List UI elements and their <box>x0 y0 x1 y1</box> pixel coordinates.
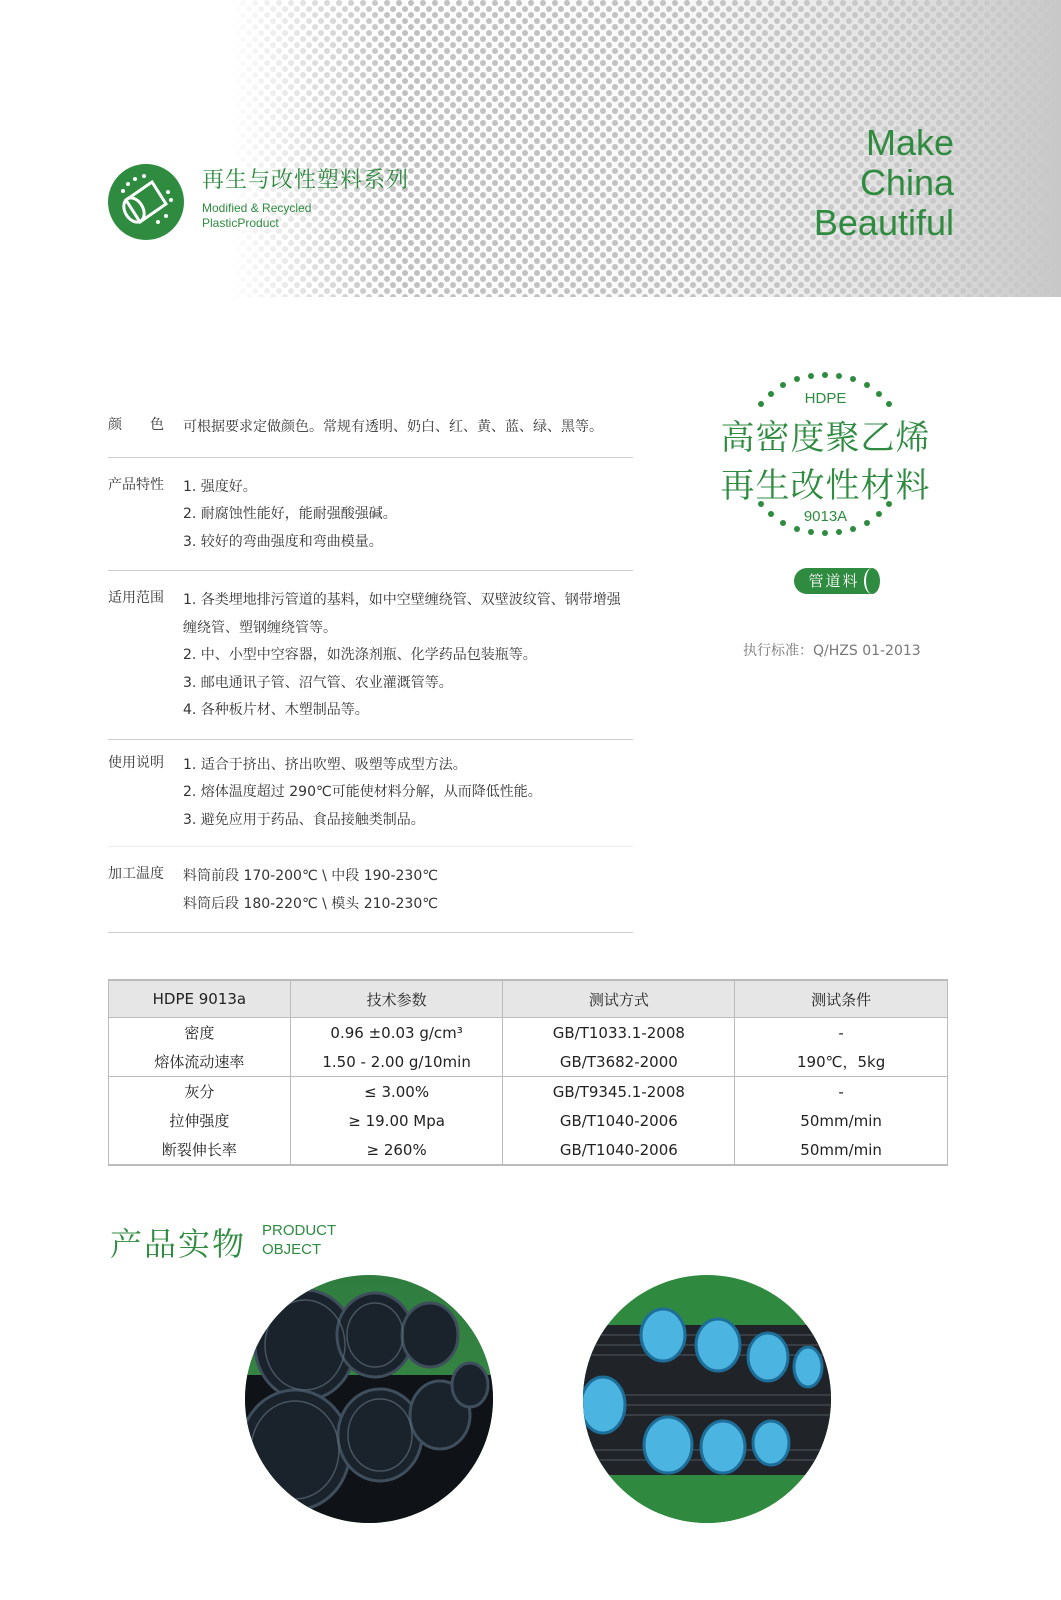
table-header: 技术参数 <box>290 980 503 1018</box>
spec-line: 1. 强度好。 <box>183 478 257 495</box>
pipe-grade-tag: 管道料 <box>794 568 874 594</box>
spec-line: 1. 适合于挤出、挤出吹塑、吸塑等成型方法。 <box>183 756 467 773</box>
products-title-cn: 产品实物 <box>110 1225 247 1263</box>
table-cell: GB/T9345.1-2008 <box>503 1077 735 1107</box>
badge-title-line2: 再生改性材料 <box>720 466 931 506</box>
table-header: 测试条件 <box>735 980 948 1018</box>
table-cell: - <box>735 1077 948 1107</box>
black-corrugated-pipes-photo <box>245 1275 493 1523</box>
table-cell: GB/T3682-2000 <box>503 1047 735 1077</box>
series-title-cn: 再生与改性塑料系列 <box>202 168 410 193</box>
execution-standard: 执行标准：Q/HZS 01-2013 <box>743 643 921 659</box>
series-en-line2: PlasticProduct <box>202 216 279 230</box>
spec-line: 1. 各类埋地排污管道的基料，如中空壁缠绕管、双壁波纹管、钢带增强 <box>183 592 621 608</box>
slogan-line-2: China <box>859 162 954 203</box>
spec-line: 3. 邮电通讯子管、沼气管、农业灌溉管等。 <box>183 674 453 691</box>
spec-scope <box>108 571 633 740</box>
spec-line: 3. 较好的弯曲强度和弯曲模量。 <box>183 533 383 550</box>
table-cell: ≥ 19.00 Mpa <box>290 1106 503 1135</box>
table-header: 测试方式 <box>503 980 735 1018</box>
table-cell: 50mm/min <box>735 1135 948 1165</box>
spec-line: 缠绕管、塑钢缠绕管等。 <box>183 619 337 636</box>
table-cell: 拉伸强度 <box>109 1106 291 1135</box>
table-cell: 0.96 ±0.03 g/cm³ <box>290 1018 503 1048</box>
spec-temp <box>108 847 633 933</box>
badge-code: 9013A <box>803 508 848 525</box>
products-title-en <box>262 1221 336 1259</box>
spec-usage <box>108 740 633 848</box>
table-header: HDPE 9013a <box>109 980 291 1018</box>
table-row <box>109 1047 948 1077</box>
spec-label: 适用范围 <box>108 590 164 606</box>
slogan-line-3: Beautiful <box>813 202 954 243</box>
spec-line: 料筒前段 170-200℃ \ 中段 190-230℃ <box>183 868 438 884</box>
table-row <box>109 1077 948 1107</box>
spec-line: 2. 熔体温度超过 290℃可能使材料分解，从而降低性能。 <box>183 784 542 800</box>
products-en-line2: OBJECT <box>262 1241 322 1258</box>
table-row <box>109 1106 948 1135</box>
spec-features <box>108 458 633 572</box>
spec-label: 使用说明 <box>108 754 164 771</box>
spec-label: 颜 色 <box>108 417 164 433</box>
spec-line: 3. 避免应用于药品、食品接触类制品。 <box>183 811 425 828</box>
table-cell: 灰分 <box>109 1077 291 1107</box>
table-cell: 熔体流动速率 <box>109 1047 291 1077</box>
spec-list <box>108 414 633 933</box>
products-en-line1: PRODUCT <box>262 1222 337 1239</box>
product-badge <box>713 368 938 538</box>
series-en-line1: Modified & Recycled <box>202 201 312 215</box>
spec-label: 产品特性 <box>108 476 164 493</box>
recycled-pipe-icon <box>108 164 184 240</box>
table-cell: - <box>735 1018 948 1048</box>
series-title-en <box>202 201 311 231</box>
spec-label: 加工温度 <box>108 866 164 882</box>
badge-hdpe: HDPE <box>804 390 847 407</box>
spec-line: 2. 耐腐蚀性能好，能耐强酸强碱。 <box>183 506 397 522</box>
spec-line: 4. 各种板片材、木塑制品等。 <box>183 702 369 718</box>
header-banner <box>0 0 1061 297</box>
table-header-row <box>109 980 948 1018</box>
table-cell: 190℃，5kg <box>735 1047 948 1077</box>
blue-lined-double-wall-pipes-photo <box>583 1275 831 1523</box>
badge-title-line1: 高密度聚乙烯 <box>720 418 931 458</box>
table-cell: 1.50 - 2.00 g/10min <box>290 1047 503 1077</box>
table-cell: 密度 <box>109 1018 291 1048</box>
table-cell: GB/T1033.1-2008 <box>503 1018 735 1048</box>
table-row <box>109 1018 948 1048</box>
slogan-line-1: Make <box>865 122 954 163</box>
spec-line: 可根据要求定做颜色。常规有透明、奶白、红、黄、蓝、绿、黑等。 <box>183 419 603 435</box>
slogan <box>814 123 954 243</box>
table-cell: GB/T1040-2006 <box>503 1135 735 1165</box>
table-cell: GB/T1040-2006 <box>503 1106 735 1135</box>
properties-table <box>108 979 948 1166</box>
table-row <box>109 1135 948 1165</box>
spec-line: 2. 中、小型中空容器，如洗涤剂瓶、化学药品包装瓶等。 <box>183 647 537 663</box>
spec-line: 料筒后段 180-220℃ \ 模头 210-230℃ <box>183 895 438 912</box>
table-cell: ≤ 3.00% <box>290 1077 503 1107</box>
table-cell: 断裂伸长率 <box>109 1135 291 1165</box>
spec-color <box>108 414 633 458</box>
pipe-end-icon <box>864 568 880 594</box>
table-cell: 50mm/min <box>735 1106 948 1135</box>
table-cell: ≥ 260% <box>290 1135 503 1165</box>
